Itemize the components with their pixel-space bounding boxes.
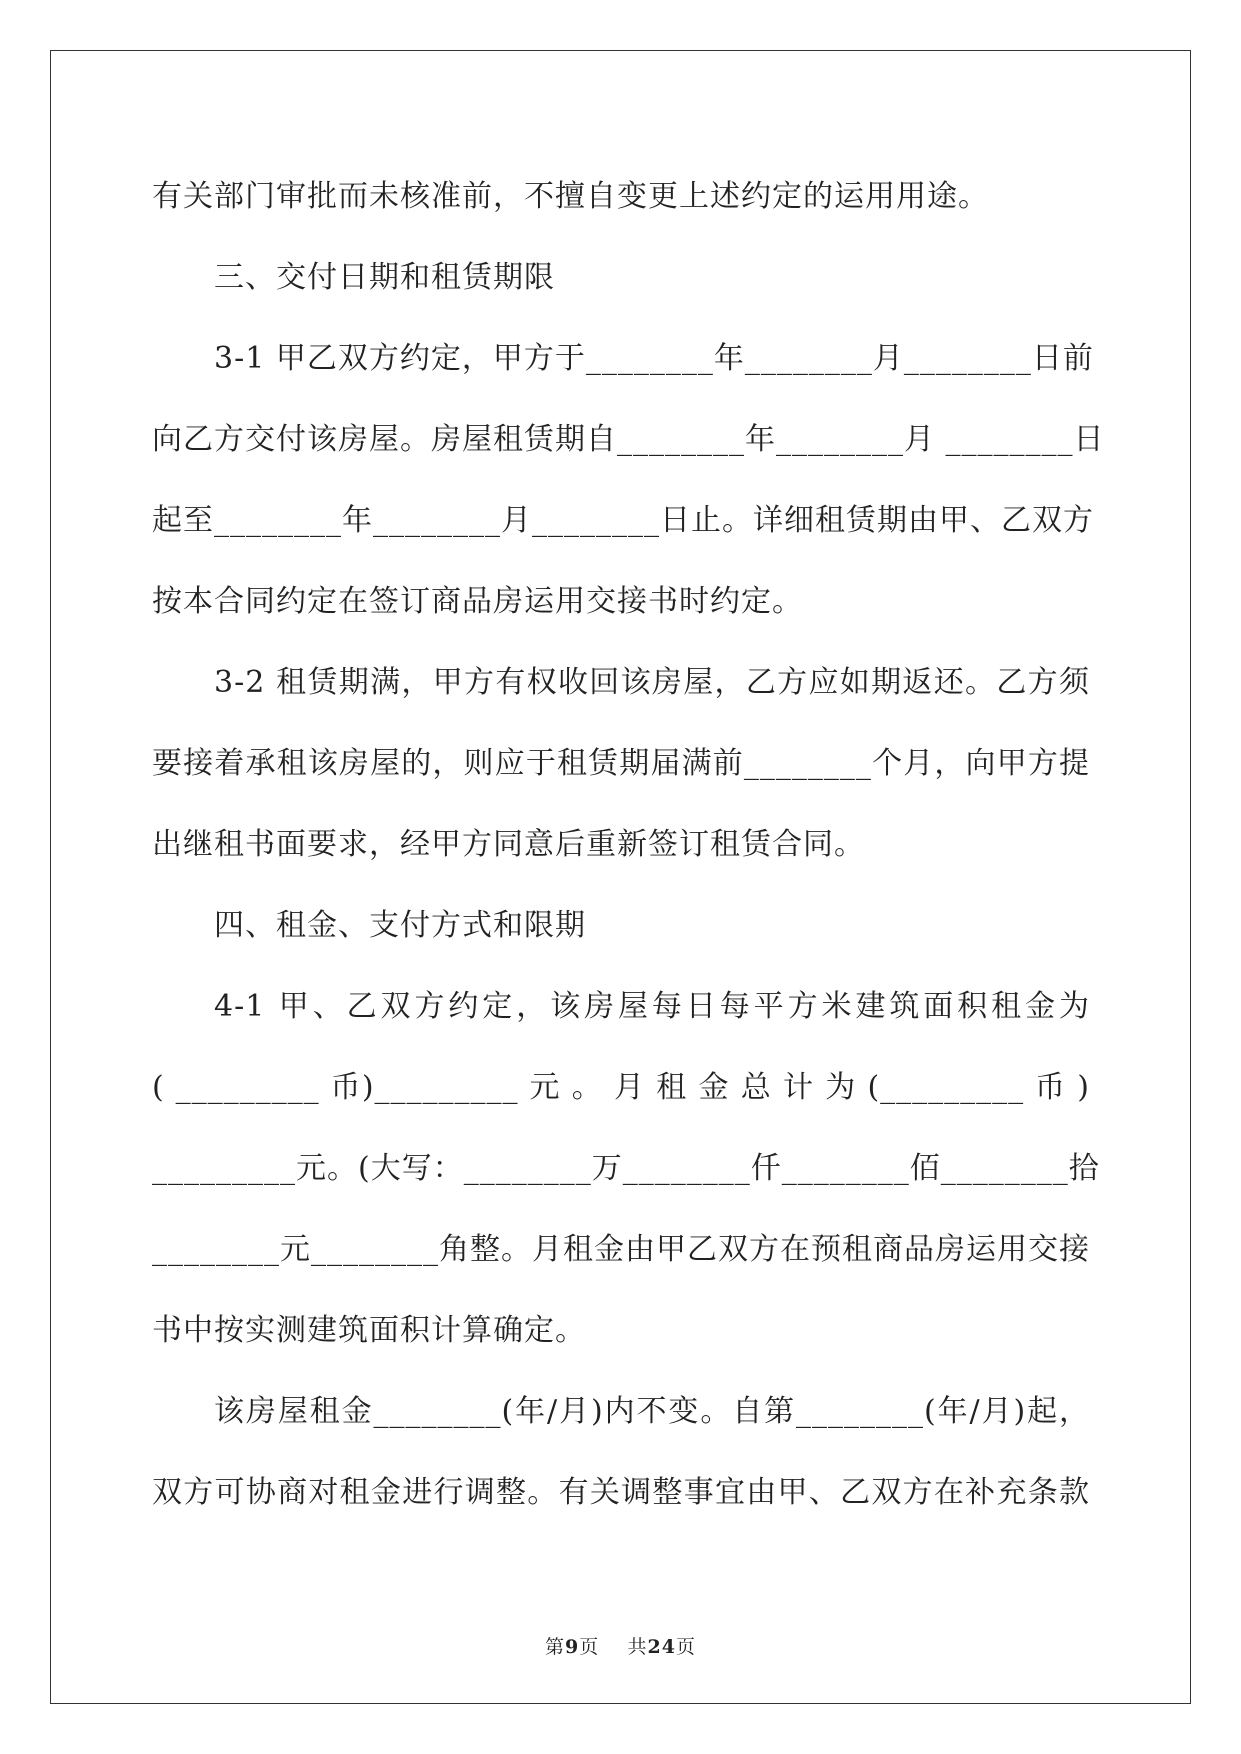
footer-prefix: 第 bbox=[545, 1636, 566, 1658]
section-heading: 三、交付日期和租赁期限 bbox=[214, 260, 555, 295]
text-line: 书中按实测建筑面积计算确定。 bbox=[152, 1313, 586, 1348]
text-line: 该房屋租金________(年/月)内不变。自第________(年/月)起， bbox=[214, 1394, 1090, 1429]
text-line: 有关部门审批而未核准前，不擅自变更上述约定的运用用途。 bbox=[152, 179, 989, 214]
current-page-number: 9 bbox=[565, 1636, 580, 1658]
text-line: 3-2 租赁期满，甲方有权收回该房屋，乙方应如期返还。乙方须 bbox=[214, 665, 1090, 700]
text-line: 4-1 甲、乙双方约定，该房屋每日每平方米建筑面积租金为 bbox=[214, 989, 1090, 1024]
footer-total-prefix: 共 bbox=[627, 1636, 648, 1658]
page-footer bbox=[0, 1632, 1241, 1659]
text-line: 双方可协商对租金进行调整。有关调整事宜由甲、乙双方在补充条款 bbox=[152, 1475, 1090, 1510]
document-body bbox=[152, 156, 1105, 1533]
text-line: 向乙方交付该房屋。房屋租赁期自________年________月 ________日 bbox=[152, 422, 1105, 457]
text-line: 出继租书面要求，经甲方同意后重新签订租赁合同。 bbox=[152, 827, 865, 862]
total-page-count: 24 bbox=[647, 1636, 676, 1658]
text-line: _________元。(大写：________万________仟________佰________拾 bbox=[152, 1151, 1100, 1186]
section-heading: 四、租金、支付方式和限期 bbox=[214, 908, 586, 943]
text-line: 按本合同约定在签订商品房运用交接书时约定。 bbox=[152, 584, 803, 619]
text-line: ________元________角整。月租金由甲乙双方在预租商品房运用交接 bbox=[152, 1232, 1090, 1267]
footer-total-suffix: 页 bbox=[675, 1636, 696, 1658]
text-line: 起至________年________月________日止。详细租赁期由甲、乙双方 bbox=[152, 503, 1094, 538]
text-line: 要接着承租该房屋的，则应于租赁期届满前________个月，向甲方提 bbox=[152, 746, 1090, 781]
text-line: 3-1 甲乙双方约定，甲方于________年________月________日前 bbox=[214, 341, 1094, 376]
footer-page-suffix: 页 bbox=[579, 1636, 600, 1658]
text-line: ( _________ 币)_________ 元 。 月 租 金 总 计 为 (_________ 币 ) bbox=[152, 1070, 1090, 1105]
